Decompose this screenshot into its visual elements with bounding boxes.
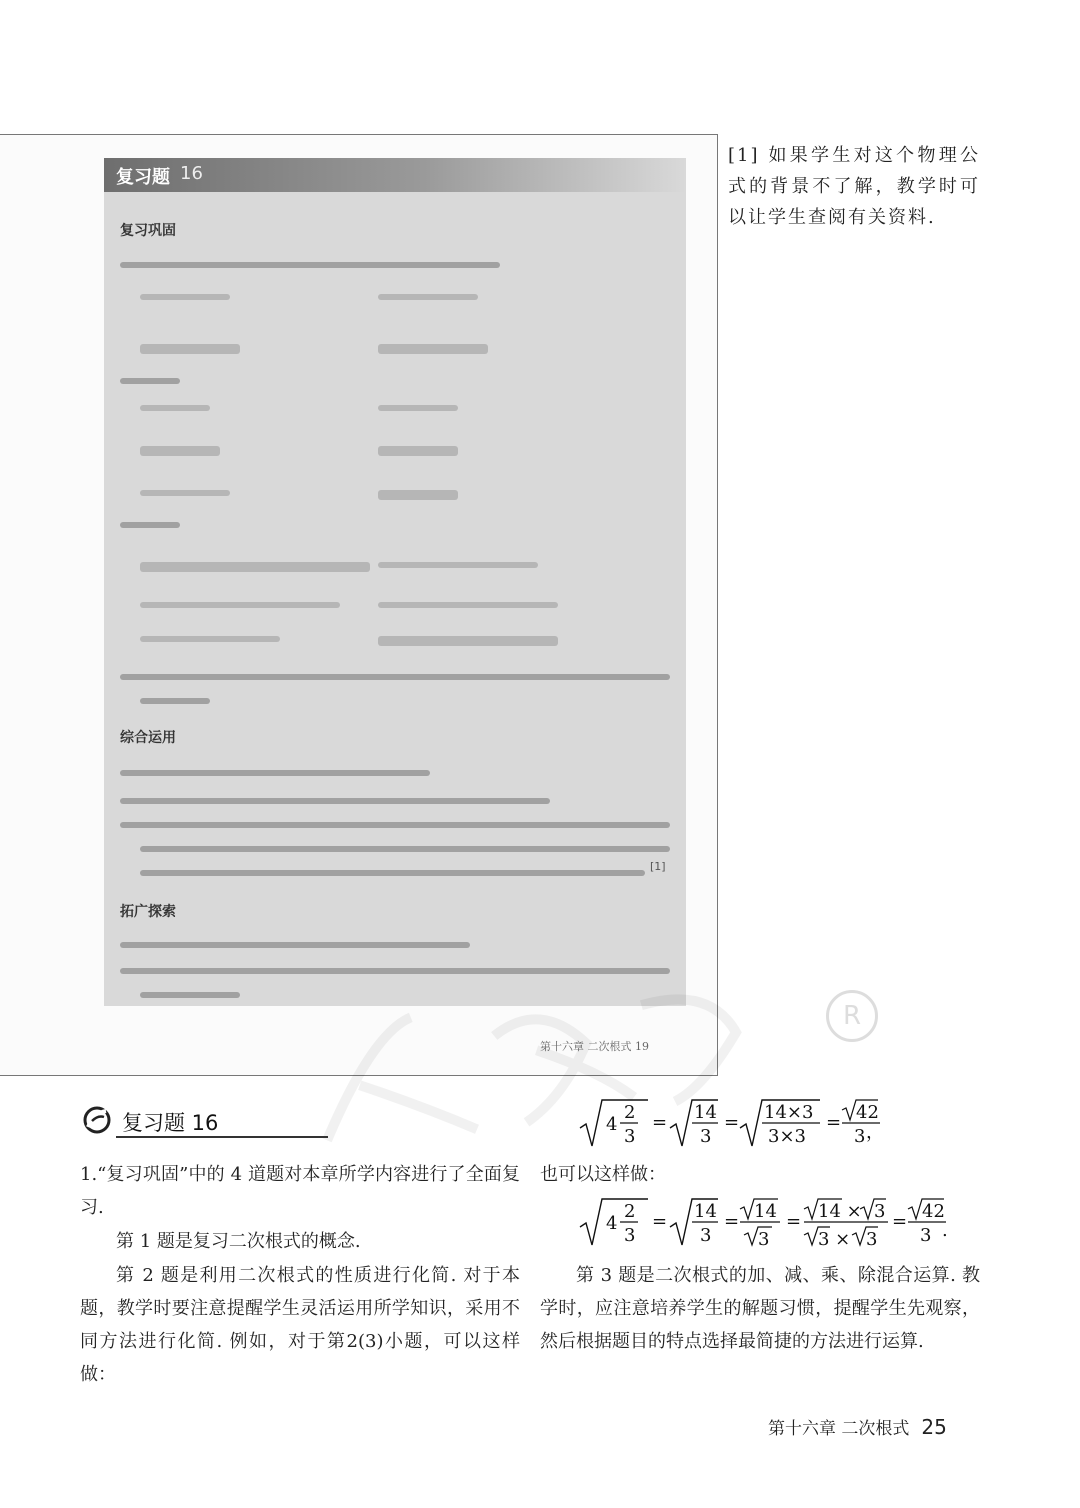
svg-text:=: =	[724, 1112, 740, 1133]
section-underline	[116, 1136, 328, 1138]
equation-2-end: .	[942, 1220, 948, 1241]
section-heading-extend: 拓广探索	[120, 904, 176, 920]
svg-text:=: =	[892, 1211, 908, 1232]
svg-text:3: 3	[700, 1126, 712, 1147]
paragraph-1: 1.“复习巩固”中的 4 道题对本章所学内容进行了全面复习.	[80, 1164, 520, 1218]
svg-text:3×3: 3×3	[768, 1126, 806, 1147]
svg-text:14: 14	[694, 1102, 717, 1123]
svg-text:3: 3	[866, 1229, 878, 1250]
paragraph-3: 第 2 题是利用二次根式的性质进行化简. 对于本题，教学时要注意提醒学生灵活运用所学知识，采用不同方法进行化简. 例如，对于第2(3)小题，可以这样做：	[80, 1265, 520, 1385]
page-footer	[768, 1414, 947, 1439]
svg-text:14: 14	[754, 1201, 777, 1222]
footer-chapter: 第十六章 二次根式	[768, 1419, 910, 1439]
svg-text:3: 3	[758, 1229, 770, 1250]
section-heading-apply: 综合运用	[120, 730, 176, 746]
section-title: 复习题 16	[122, 1111, 219, 1135]
svg-text:4: 4	[606, 1114, 618, 1135]
margin-note: [1] 如果学生对这个物理公式的背景不了解，教学时可以让学生查阅有关资料.	[728, 145, 980, 228]
section-heading-review: 复习巩固	[120, 223, 176, 239]
equation-2	[578, 1195, 948, 1255]
scanned-page-footer: 第十六章 二次根式 19	[540, 1040, 649, 1053]
paragraph-4: 第 3 题是二次根式的加、减、乘、除混合运算. 教学时，应注意培养学生的解题习惯，提醒学生先观察，然后根据题目的特点选择最简捷的方法进行运算.	[540, 1265, 980, 1352]
svg-text:=: =	[786, 1211, 802, 1232]
equation-1-end: ，	[866, 1122, 884, 1143]
svg-text:3: 3	[920, 1225, 932, 1246]
paragraph-2: 第 1 题是复习二次根式的概念.	[116, 1231, 361, 1252]
svg-text:3: 3	[874, 1201, 886, 1222]
svg-text:3 ×: 3 ×	[818, 1229, 851, 1250]
svg-text:=: =	[652, 1211, 668, 1232]
scanned-textbook-page	[104, 158, 686, 1006]
svg-text:=: =	[652, 1112, 668, 1133]
scanned-header-number: 16	[180, 163, 203, 184]
svg-text:42: 42	[922, 1201, 945, 1222]
svg-text:14 ×: 14 ×	[818, 1201, 862, 1222]
svg-text:2: 2	[624, 1201, 636, 1222]
svg-text:3: 3	[854, 1126, 866, 1147]
svg-text:14×3: 14×3	[764, 1102, 814, 1123]
page-number: 25	[921, 1415, 947, 1439]
svg-text:3: 3	[624, 1225, 636, 1246]
scanned-page-header	[104, 158, 686, 192]
svg-text:2: 2	[624, 1102, 636, 1123]
also-text: 也可以这样做：	[540, 1164, 666, 1185]
footnote-marker: [1]	[650, 860, 666, 873]
svg-text:42: 42	[856, 1102, 879, 1123]
section-logo-icon	[80, 1105, 114, 1135]
scanned-header-title: 复习题	[116, 167, 170, 188]
svg-text:14: 14	[694, 1201, 717, 1222]
review-section-header	[80, 1103, 250, 1139]
equation-1	[578, 1096, 888, 1156]
svg-text:4: 4	[606, 1213, 618, 1234]
registered-mark-icon: R	[826, 990, 878, 1042]
svg-text:3: 3	[700, 1225, 712, 1246]
svg-text:=: =	[826, 1112, 842, 1133]
svg-text:=: =	[724, 1211, 740, 1232]
svg-text:3: 3	[624, 1126, 636, 1147]
